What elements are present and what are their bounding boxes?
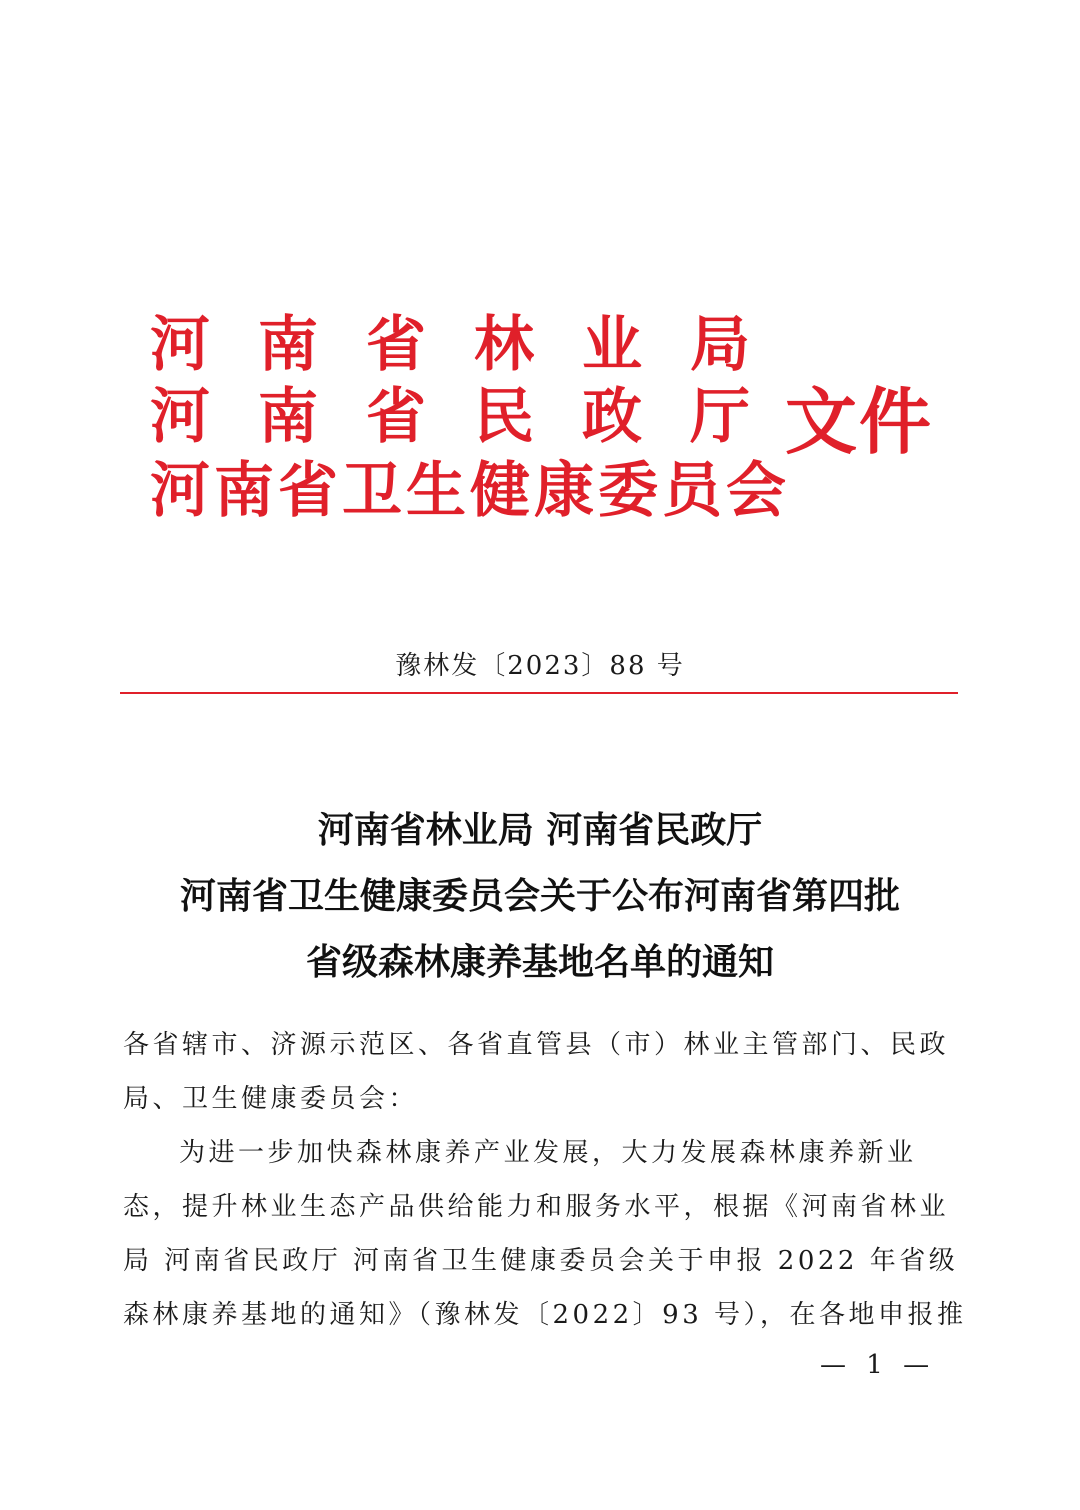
red-divider — [120, 692, 958, 694]
page-number: — 1 — — [820, 1350, 936, 1380]
issuing-org-forestry: 河南省林业局 — [150, 310, 798, 380]
document-header — [150, 300, 950, 540]
issuing-org-health: 河南省卫生健康委员会 — [150, 456, 790, 526]
notice-body — [123, 1018, 967, 1342]
document-label: 文件 — [785, 380, 934, 464]
title-line-1: 河南省林业局 河南省民政厅 — [317, 810, 763, 851]
paragraph-line-1: 为进一步加快森林康养产业发展，大力发展森林康养新业 — [179, 1138, 917, 1168]
recipient-line-1: 各省辖市、济源示范区、各省直管县（市）林业主管部门、民政 — [123, 1030, 950, 1060]
paragraph-line-2: 态，提升林业生态产品供给能力和服务水平，根据《河南省林业 — [123, 1192, 950, 1222]
title-line-2: 河南省卫生健康委员会关于公布河南省第四批 — [179, 876, 900, 917]
paragraph-line-3: 局 河南省民政厅 河南省卫生健康委员会关于申报 2022 年省级 — [123, 1246, 959, 1276]
recipient-line-2: 局、卫生健康委员会： — [123, 1084, 419, 1114]
notice-title — [0, 798, 1080, 996]
title-line-3: 省级森林康养基地名单的通知 — [305, 942, 774, 983]
paragraph-line-4: 森林康养基地的通知》（豫林发〔2022〕93 号），在各地申报推 — [123, 1300, 967, 1330]
issuing-org-civil-affairs: 河南省民政厅 — [150, 382, 798, 452]
document-number: 豫林发〔2023〕88 号 — [395, 651, 685, 681]
